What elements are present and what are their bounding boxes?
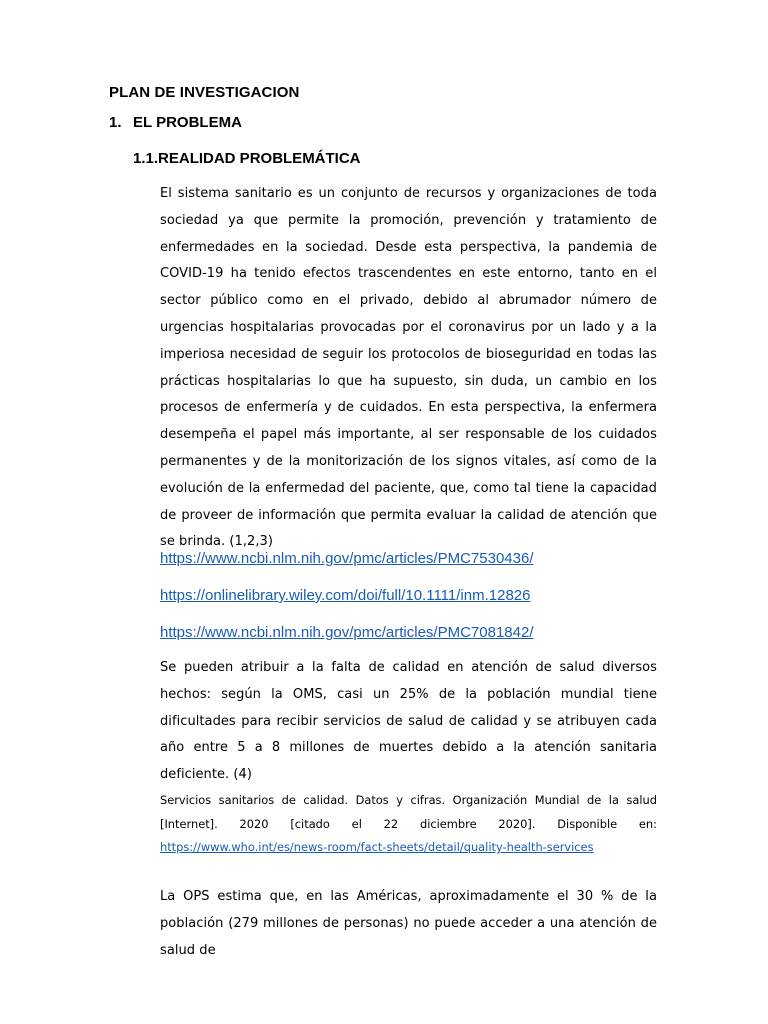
section-heading-problema [109, 114, 242, 131]
reference-citation [160, 789, 657, 860]
reference-citation-link[interactable]: https://www.who.int/es/news-room/fact-sheets/detail/quality-health-services [160, 840, 594, 854]
reference-link-3[interactable]: https://www.ncbi.nlm.nih.gov/pmc/articles/PMC7081842/ [160, 624, 534, 641]
reference-citation-text: Servicios sanitarios de calidad. Datos y cifras. Organización Mundial de la salud [Internet]. 2020 [citado el 22 diciembre 2020]. Disponible en: [160, 793, 657, 831]
document-title: PLAN DE INVESTIGACION [109, 84, 300, 101]
section-title: EL PROBLEMA [133, 114, 242, 131]
subsection-heading-realidad: 1.1.REALIDAD PROBLEMÁTICA [133, 150, 361, 167]
section-number: 1. [109, 114, 122, 131]
paragraph-sistema-sanitario: El sistema sanitario es un conjunto de recursos y organizaciones de toda sociedad ya que permite la promoción, prevención y tratamiento de enfermedades en la sociedad. Desde esta perspectiva, la pandemia de COVID-19 ha tenido efectos trascendentes en este entorno, tanto en el sector público como en el privado, debido al abrumador número de urgencias hospitalarias provocadas por el coronavirus por un lado y a la imperiosa necesidad de seguir los protocolos de bioseguridad en todas las prácticas hospitalarias lo que ha supuesto, sin duda, un cambio en los procesos de enfermería y de cuidados. En esta perspectiva, la enfermera desempeña el papel más importante, al ser responsable de los cuidados permanentes y de la monitorización de los signos vitales, así como de la evolución de la enfermedad del paciente, que, como tal tiene la capacidad de proveer de información que permita evaluar la calidad de atención que se brinda. (1,2,3) [160, 186, 657, 550]
reference-link-1[interactable]: https://www.ncbi.nlm.nih.gov/pmc/articles/PMC7530436/ [160, 550, 534, 567]
paragraph-calidad-oms: Se pueden atribuir a la falta de calidad en atención de salud diversos hechos: según la OMS, casi un 25% de la población mundial tiene dificultades para recibir servicios de salud de calidad y se atribuyen cada año entre 5 a 8 millones de muertes debido a la atención sanitaria deficiente. (4) [160, 660, 657, 783]
reference-link-2[interactable]: https://onlinelibrary.wiley.com/doi/full/10.1111/inm.12826 [160, 587, 531, 604]
paragraph-ops: La OPS estima que, en las Américas, aproximadamente el 30 % de la población (279 millones de personas) no puede acceder a una atención de salud de [160, 889, 657, 958]
